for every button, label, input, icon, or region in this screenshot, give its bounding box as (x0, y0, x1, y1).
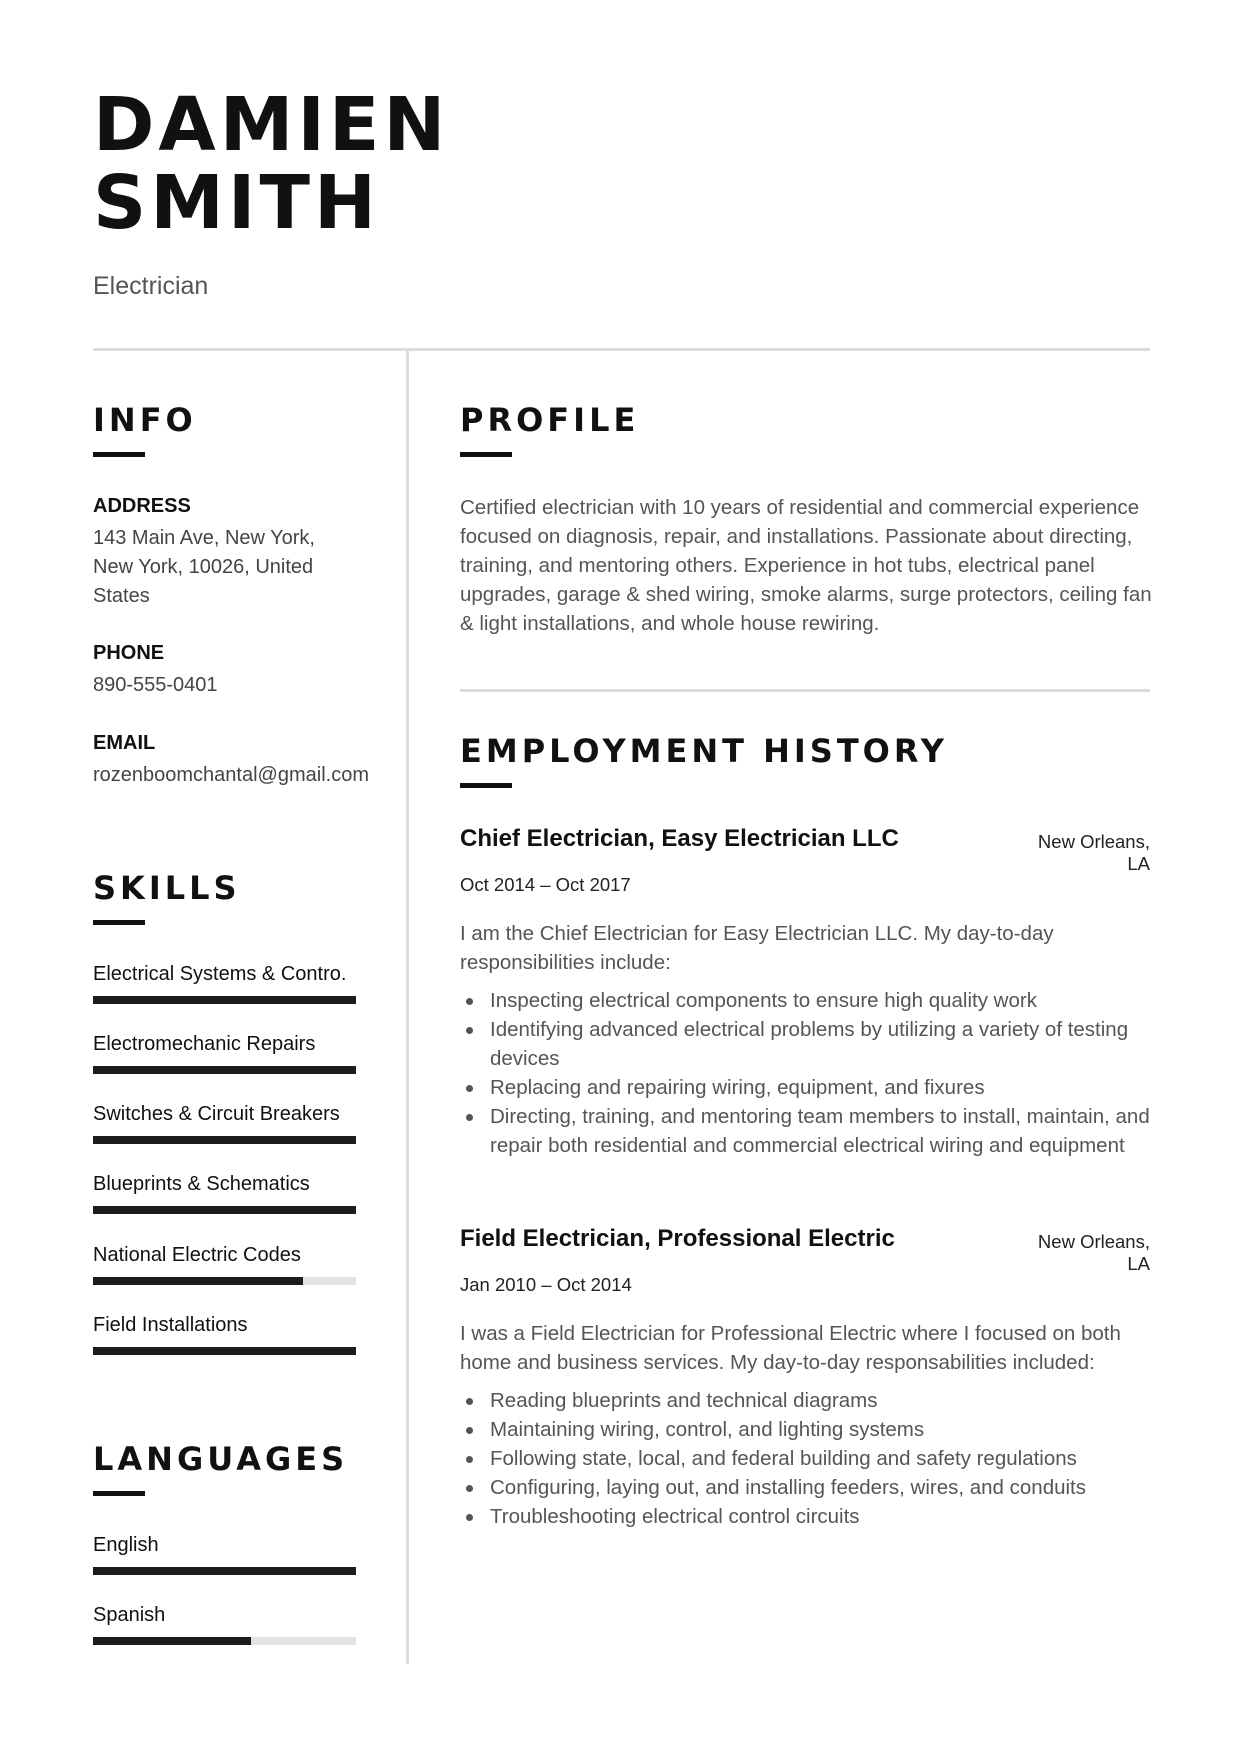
job-dates: Jan 2010 – Oct 2014 (460, 1274, 632, 1295)
job-location (1000, 1231, 1150, 1275)
candidate-title: Electrician (93, 272, 209, 300)
list-item (460, 1015, 1150, 1073)
languages-heading-underline (93, 1491, 145, 1496)
list-item (460, 1444, 1150, 1473)
language-bar (93, 1567, 356, 1575)
list-item (460, 1502, 1150, 1531)
email-label: EMAIL (93, 732, 156, 754)
list-item (460, 1102, 1150, 1160)
language-bar-fill (93, 1637, 251, 1645)
job-title: Chief Electrician, Easy Electrician LLC (460, 825, 899, 852)
info-heading: INFO (93, 401, 197, 439)
job-location-line-2: LA (1127, 853, 1150, 874)
list-item-text: Configuring, laying out, and installing feeders, wires, and conduits (490, 1476, 1086, 1499)
header-divider (93, 348, 1150, 351)
list-item-text: Identifying advanced electrical problems by utilizing a variety of testing devices (490, 1018, 1129, 1070)
bullet-icon (466, 1027, 473, 1034)
job-location-line-2: LA (1127, 1253, 1150, 1274)
bullet-icon (466, 1485, 473, 1492)
job-responsibilities (460, 1386, 1150, 1531)
list-item-text: Directing, training, and mentoring team members to install, maintain, and repair both residential and commercial electrical wiring and equipment (490, 1105, 1150, 1157)
bullet-icon (466, 1398, 473, 1405)
skill-bar-fill (93, 1066, 356, 1074)
address-line-1: 143 Main Ave, New York, (93, 527, 315, 549)
skill-bar-fill (93, 996, 356, 1004)
profile-heading: PROFILE (460, 401, 640, 439)
list-item (460, 1473, 1150, 1502)
phone-value: 890-555-0401 (93, 674, 218, 696)
list-item-text: Troubleshooting electrical control circuits (490, 1505, 860, 1528)
address-label: ADDRESS (93, 495, 191, 517)
bullet-icon (466, 1427, 473, 1434)
language-bar-fill (93, 1567, 356, 1575)
column-divider (406, 351, 409, 1664)
list-item-text: Replacing and repairing wiring, equipment, and fixures (490, 1076, 985, 1099)
language-name: Spanish (93, 1604, 166, 1626)
email-value[interactable]: rozenboomchantal@gmail.com (93, 764, 369, 786)
skill-bar-fill (93, 1347, 356, 1355)
job-description: I am the Chief Electrician for Easy Electrician LLC. My day-to-day responsibilities include: (460, 922, 1054, 974)
address-line-2: New York, 10026, United (93, 556, 314, 578)
skill-bar (93, 1347, 356, 1355)
list-item-text: Following state, local, and federal building and safety regulations (490, 1447, 1077, 1470)
job-location-line-1: New Orleans, (1037, 1231, 1150, 1252)
list-item (460, 986, 1150, 1015)
list-item-text: Inspecting electrical components to ensure high quality work (490, 989, 1037, 1012)
bullet-icon (466, 998, 473, 1005)
address-value (93, 524, 315, 611)
bullet-icon (466, 1456, 473, 1463)
skill-bar (93, 1277, 356, 1285)
job-responsibilities (460, 986, 1150, 1160)
list-item-text: Reading blueprints and technical diagrams (490, 1389, 878, 1412)
bullet-icon (466, 1114, 473, 1121)
bullet-icon (466, 1514, 473, 1521)
profile-summary: Certified electrician with 10 years of residential and commercial experience focused on diagnosis, repair, and installations. Passionate about directing, training, and mentoring others. Experience in hot tubs, electrical panel upgrades, garage & shed wiring, smoke alarms, surge protectors, ceiling fan & light installations, and whole house rewiring. (460, 496, 1152, 635)
phone-label: PHONE (93, 642, 165, 664)
skill-bar (93, 1136, 356, 1144)
skill-name: Electromechanic Repairs (93, 1033, 316, 1055)
skills-heading-underline (93, 920, 145, 925)
first-name: DAMIEN (93, 82, 450, 168)
skill-bar-fill (93, 1277, 303, 1285)
job-location (1000, 831, 1150, 875)
skill-name: Field Installations (93, 1314, 248, 1336)
list-item (460, 1415, 1150, 1444)
profile-heading-underline (460, 452, 512, 457)
address-line-3: States (93, 585, 150, 607)
last-name: SMITH (93, 160, 380, 246)
skill-name: Switches & Circuit Breakers (93, 1103, 340, 1125)
language-name: English (93, 1534, 159, 1556)
skill-bar (93, 1206, 356, 1214)
skills-heading: SKILLS (93, 869, 241, 907)
bullet-icon (466, 1085, 473, 1092)
language-bar (93, 1637, 356, 1645)
list-item (460, 1386, 1150, 1415)
job-title: Field Electrician, Professional Electric (460, 1225, 895, 1252)
list-item-text: Maintaining wiring, control, and lighting systems (490, 1418, 925, 1441)
job-dates: Oct 2014 – Oct 2017 (460, 874, 631, 895)
profile-divider (460, 689, 1150, 692)
employment-heading: EMPLOYMENT HISTORY (460, 732, 948, 770)
skill-bar (93, 996, 356, 1004)
candidate-name (93, 82, 450, 246)
skill-name: Electrical Systems & Contro. (93, 963, 347, 985)
languages-heading: LANGUAGES (93, 1440, 349, 1478)
skill-name: National Electric Codes (93, 1244, 301, 1266)
skill-bar (93, 1066, 356, 1074)
job-location-line-1: New Orleans, (1037, 831, 1150, 852)
skill-bar-fill (93, 1206, 356, 1214)
job-description: I was a Field Electrician for Professional Electric where I focused on both home and business services. My day-to-day responsabilities included: (460, 1322, 1121, 1374)
list-item (460, 1073, 1150, 1102)
info-heading-underline (93, 452, 145, 457)
employment-heading-underline (460, 783, 512, 788)
skill-name: Blueprints & Schematics (93, 1173, 310, 1195)
skill-bar-fill (93, 1136, 356, 1144)
